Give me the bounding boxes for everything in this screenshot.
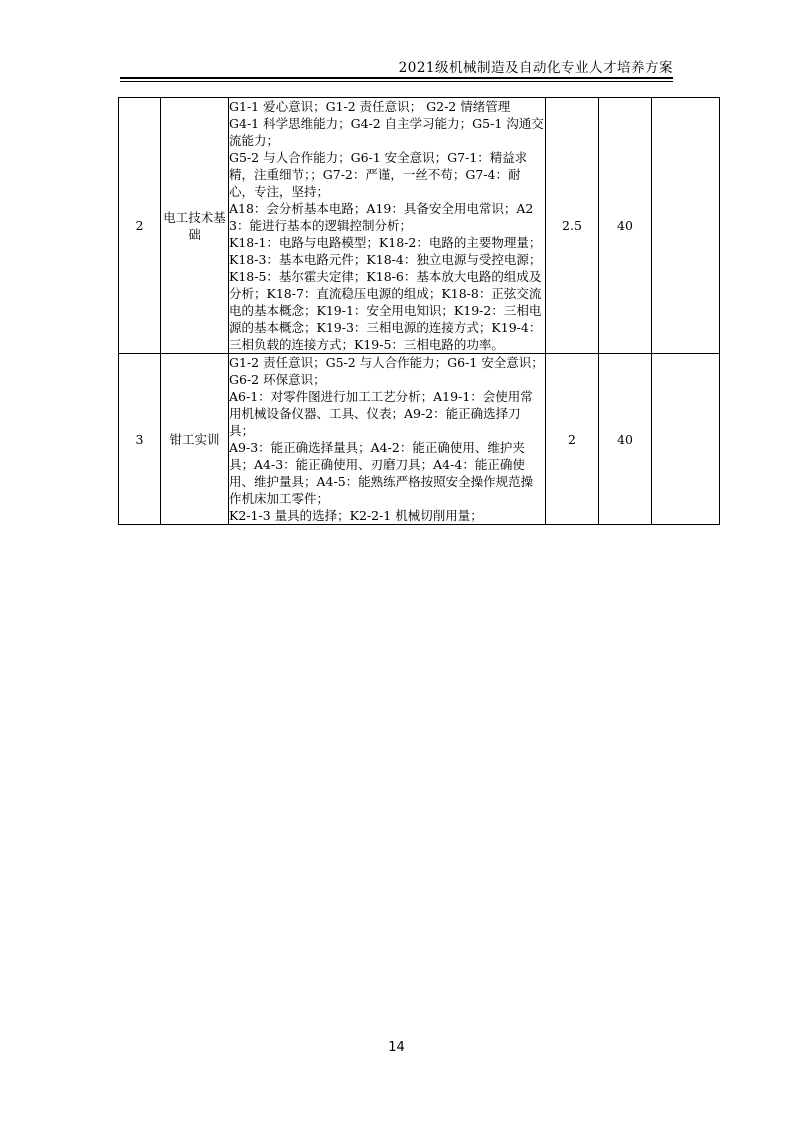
course-hours-cell: 40 [599,98,652,354]
course-remarks-cell [652,354,720,525]
course-credit-cell: 2.5 [546,98,599,354]
objective-line: G1-2 责任意识；G5-2 与人合作能力；G6-1 安全意识；G6-2 环保意识； [229,355,544,387]
course-hours-cell: 40 [599,354,652,525]
table-row [119,354,720,525]
objective-line: G4-1 科学思维能力；G4-2 自主学习能力；G5-1 沟通交流能力； [229,116,544,148]
course-objectives-cell [229,354,546,525]
objective-line: G5-2 与人合作能力；G6-1 安全意识；G7-1：精益求精，注重细节；；G7-2：严谨，一丝不苟；G7-4：耐心，专注，坚持； [229,150,528,199]
objective-line: G1-1 爱心意识；G1-2 责任意识； G2-2 情绪管理 [229,99,511,114]
objective-line: K2-1-3 量具的选择；K2-2-1 机械切削用量； [229,508,483,523]
header-rule-thick [120,77,673,79]
objective-line: A6-1：对零件图进行加工工艺分析；A19-1：会使用常用机械设备仪器、工具、仪表；A9-2：能正确选择刀具； [229,389,533,438]
table-row [119,98,720,354]
course-name-cell: 钳工实训 [161,354,229,525]
course-remarks-cell [652,98,720,354]
course-number-cell: 2 [119,98,161,354]
objective-line: A9-3：能正确选择量具；A4-2：能正确使用、维护夹具；A4-3：能正确使用、刃磨刀具；A4-4：能正确使用、维护量具；A4-5：能熟练严格按照安全操作规范操作机床加工零件； [229,440,534,506]
objective-line: A18：会分析基本电路；A19：具备安全用电常识；A23：能进行基本的逻辑控制分析； [229,201,534,233]
page-number: 14 [388,1040,405,1055]
document-header-title: 2021级机械制造及自动化专业人才培养方案 [398,60,673,76]
course-name-cell: 电工技术基础 [161,98,229,354]
course-number-cell: 3 [119,354,161,525]
header-rule-thin [120,81,673,82]
course-objectives-cell [229,98,546,354]
course-credit-cell: 2 [546,354,599,525]
objective-line: K18-1：电路与电路模型；K18-2：电路的主要物理量；K18-3：基本电路元件；K18-4：独立电源与受控电源；K18-5：基尔霍夫定律；K18-6：基本放大电路的组成及分析；K18-7：直流稳压电源的组成；K18-8：正弦交流电的基本概念；K19-1：安全用电知识；K19-2：三相电源的基本概念；K19-3：三相电源的连接方式；K19-4：三相负载的连接方式；K19-5：三相电路的功率。 [229,235,542,352]
curriculum-table [118,97,720,525]
